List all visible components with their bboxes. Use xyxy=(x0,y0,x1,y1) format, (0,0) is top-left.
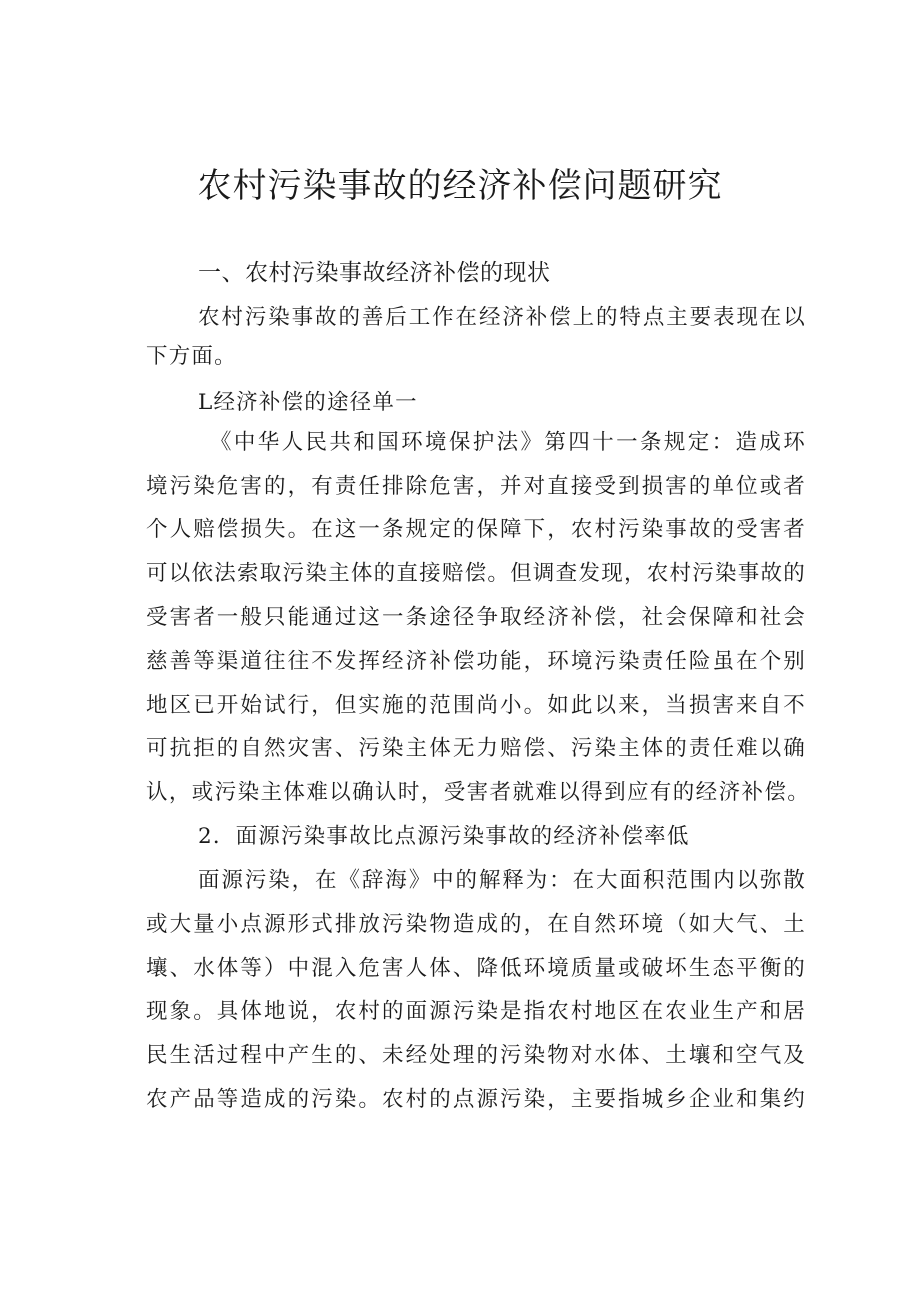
paragraph-line: 境污染危害的，有责任排除危害，并对直接受到损害的单位或者 xyxy=(146,474,806,499)
paragraph-line: 慈善等渠道往往不发挥经济补偿功能，环境污染责任险虽在个别 xyxy=(146,649,806,674)
paragraph-line: 农村污染事故的善后工作在经济补偿上的特点主要表现在以 xyxy=(198,305,806,330)
paragraph-line: 受害者一般只能通过这一条途径争取经济补偿，社会保障和社会 xyxy=(146,605,806,630)
document-title: 农村污染事故的经济补偿问题研究 xyxy=(197,166,723,206)
paragraph-line: 或大量小点源形式排放污染物造成的，在自然环境（如大气、土 xyxy=(146,912,806,937)
paragraph-line: 现象。具体地说，农村的面源污染是指农村地区在农业生产和居 xyxy=(146,999,806,1024)
subheading: L经济补偿的途径单一 xyxy=(198,390,418,415)
paragraph-line: 壤、水体等）中混入危害人体、降低环境质量或破坏生态平衡的 xyxy=(146,956,806,981)
paragraph-line: 认，或污染主体难以确认时，受害者就难以得到应有的经济补偿。 xyxy=(146,780,810,805)
paragraph-line: 个人赔偿损失。在这一条规定的保障下，农村污染事故的受害者 xyxy=(146,517,806,542)
paragraph-line: 地区已开始试行，但实施的范围尚小。如此以来，当损害来自不 xyxy=(146,693,806,718)
paragraph-line: 面源污染，在《辞海》中的解释为：在大面积范围内以弥散 xyxy=(198,868,806,893)
paragraph-line: 《中华人民共和国环境保护法》第四十一条规定：造成环 xyxy=(210,430,806,455)
paragraph-line: 下方面。 xyxy=(146,344,237,369)
subheading: 2．面源污染事故比点源污染事故的经济补偿率低 xyxy=(198,824,690,849)
paragraph-line: 民生活过程中产生的、未经处理的污染物对水体、土壤和空气及 xyxy=(146,1043,806,1068)
paragraph-line: 农产品等造成的污染。农村的点源污染，主要指城乡企业和集约 xyxy=(146,1087,806,1112)
section-heading: 一、农村污染事故经济补偿的现状 xyxy=(198,260,551,286)
paragraph-line: 可以依法索取污染主体的直接赔偿。但调查发现，农村污染事故的 xyxy=(146,561,806,586)
paragraph-line: 可抗拒的自然灾害、污染主体无力赔偿、污染主体的责任难以确 xyxy=(146,736,806,761)
